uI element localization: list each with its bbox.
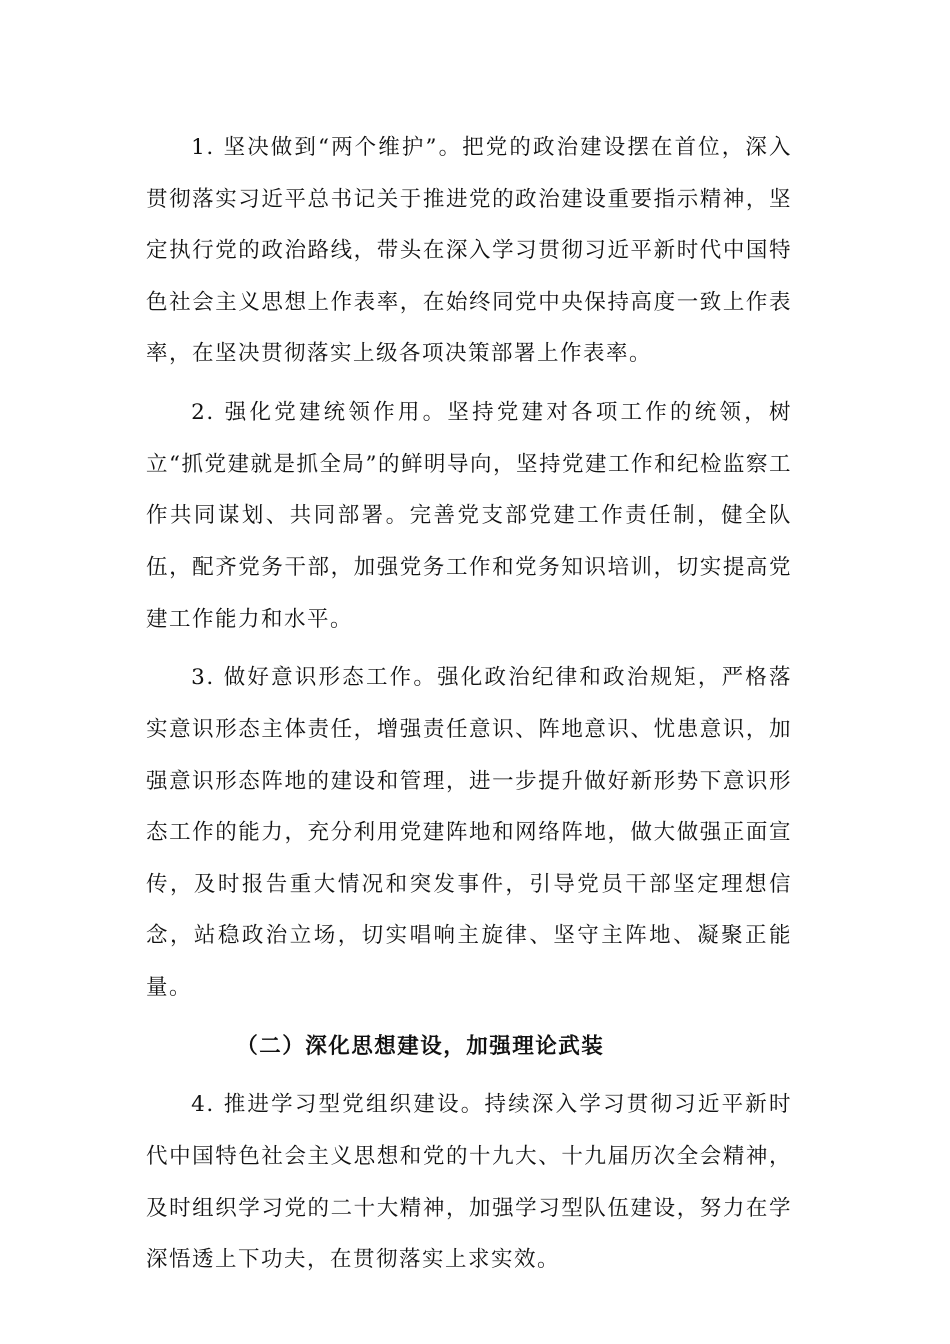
section-heading: （二）深化思想建设，加强理论武装 (236, 1033, 605, 1059)
document-body (146, 122, 792, 1286)
paragraph-2: 2. 强化党建统领作用。坚持党建对各项工作的统领，树立“抓党建就是抓全局”的鲜明导向，坚持党建工作和纪检监察工作共同谋划、共同部署。完善党支部党建工作责任制，健全队伍，配齐党务干部，加强党务工作和党务知识培训，切实提高党建工作能力和水平。 (146, 400, 792, 632)
paragraph-3: 3. 做好意识形态工作。强化政治纪律和政治规矩，严格落实意识形态主体责任，增强责任意识、阵地意识、忧患意识，加强意识形态阵地的建设和管理，进一步提升做好新形势下意识形态工作的能力，充分利用党建阵地和网络阵地，做大做强正面宣传，及时报告重大情况和突发事件，引导党员干部坚定理想信念，站稳政治立场，切实唱响主旋律、坚守主阵地、凝聚正能量。 (146, 665, 792, 1000)
paragraph-4: 4. 推进学习型党组织建设。持续深入学习贯彻习近平新时代中国特色社会主义思想和党的十九大、十九届历次全会精神，及时组织学习党的二十大精神，加强学习型队伍建设，努力在学深悟透上下功夫，在贯彻落实上求实效。 (146, 1092, 792, 1273)
paragraph-1: 1. 坚决做到“两个维护”。把党的政治建设摆在首位，深入贯彻落实习近平总书记关于推进党的政治建设重要指示精神，坚定执行党的政治路线，带头在深入学习贯彻习近平新时代中国特色社会主义思想上作表率，在始终同党中央保持高度一致上作表率，在坚决贯彻落实上级各项决策部署上作表率。 (146, 135, 792, 367)
